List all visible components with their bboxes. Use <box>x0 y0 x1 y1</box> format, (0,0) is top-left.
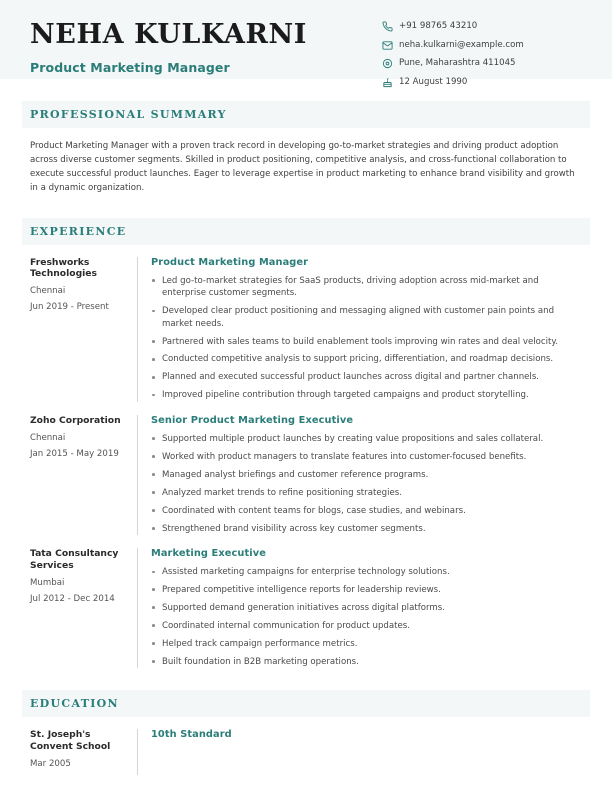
list-item: Supported multiple product launches by creating value propositions and sales collateral. <box>151 433 582 445</box>
education-entry-meta <box>30 729 137 775</box>
responsibility-list <box>151 433 582 535</box>
experience-entry-detail <box>138 548 582 668</box>
role-title: Product Marketing Manager <box>151 256 309 268</box>
list-item: Helped track campaign performance metrics. <box>151 638 582 650</box>
list-item: Planned and executed successful product launches across digital and partner channels. <box>151 371 582 383</box>
contact-phone[interactable] <box>382 21 582 32</box>
section-title-education: EDUCATION <box>30 697 119 711</box>
degree-title: 10th Standard <box>151 729 232 741</box>
section-header-experience <box>22 218 590 245</box>
employer-location: Mumbai <box>30 577 65 588</box>
contact-birthday-text: 12 August 1990 <box>399 76 468 87</box>
section-header-summary <box>22 101 590 128</box>
list-item: Prepared competitive intelligence reports for leadership reviews. <box>151 584 582 596</box>
section-experience <box>0 218 612 669</box>
list-item: Coordinated with content teams for blogs, case studies, and webinars. <box>151 505 582 517</box>
contact-email-text: neha.kulkarni@example.com <box>399 39 524 50</box>
contact-location[interactable] <box>382 58 582 69</box>
role-title: Marketing Executive <box>151 548 266 560</box>
contact-email[interactable] <box>382 40 582 51</box>
email-icon <box>382 40 393 51</box>
location-icon <box>382 58 393 69</box>
list-item: Developed clear product positioning and messaging aligned with customer pain points and market needs. <box>151 305 582 330</box>
school-name: St. Joseph's Convent School <box>30 729 111 753</box>
contact-location-text: Pune, Maharashtra 411045 <box>399 58 516 69</box>
employer-location: Chennai <box>30 286 66 297</box>
employment-dates: Jun 2019 - Present <box>30 302 109 313</box>
list-item: Coordinated internal communication for product updates. <box>151 620 582 632</box>
phone-icon <box>382 21 393 32</box>
experience-entry-detail <box>138 257 582 402</box>
list-item: Improved pipeline contribution through targeted campaigns and product storytelling. <box>151 389 582 401</box>
contact-list <box>382 18 582 88</box>
employer-name: Freshworks Technologies <box>30 256 98 280</box>
birthday-icon <box>382 77 393 88</box>
summary-text: Product Marketing Manager with a proven track record in developing go-to-market strategies and driving product adoption across diverse customer segments. Skilled in product positioning, competitive analysis, and cross-functional collaboration to execute successful product launches. Eager to leverage expertise in product marketing to enhance brand visibility and growth in a dynamic organization. <box>30 141 575 193</box>
list-item: Conducted competitive analysis to support pricing, differentiation, and roadmap decisions. <box>151 353 582 365</box>
experience-entry <box>30 548 582 668</box>
education-entry-detail <box>138 729 582 775</box>
section-title-experience: EXPERIENCE <box>30 224 127 238</box>
experience-entry-detail <box>138 415 582 535</box>
experience-entry <box>30 415 582 535</box>
experience-entry <box>30 257 582 402</box>
contact-birthday[interactable] <box>382 77 582 88</box>
experience-entry-meta <box>30 415 137 535</box>
list-item: Partnered with sales teams to build enablement tools improving win rates and deal velocity. <box>151 336 582 348</box>
header-job-title: Product Marketing Manager <box>30 60 230 76</box>
experience-entry-meta <box>30 548 137 668</box>
list-item: Worked with product managers to translate features into customer-focused benefits. <box>151 451 582 463</box>
summary-body <box>22 128 590 196</box>
employer-name: Tata Consultancy Services <box>30 548 119 571</box>
education-dates: Mar 2005 <box>30 758 71 769</box>
responsibility-list <box>151 275 582 402</box>
section-education <box>0 690 612 775</box>
employer-name: Zoho Corporation <box>30 414 121 426</box>
resume-header <box>0 0 612 87</box>
employer-location: Chennai <box>30 432 66 443</box>
education-entry <box>30 729 582 775</box>
section-header-education <box>22 690 590 717</box>
responsibility-list <box>151 566 582 668</box>
header-identity <box>30 18 307 75</box>
contact-phone-text: +91 98765 43210 <box>399 21 478 32</box>
list-item: Built foundation in B2B marketing operations. <box>151 656 582 668</box>
list-item: Supported demand generation initiatives across digital platforms. <box>151 602 582 614</box>
list-item: Analyzed market trends to refine positioning strategies. <box>151 487 582 499</box>
list-item: Led go-to-market strategies for SaaS products, driving adoption across mid-market and enterprise customer segments. <box>151 275 582 300</box>
list-item: Assisted marketing campaigns for enterprise technology solutions. <box>151 566 582 578</box>
page-title: NEHA KULKARNI <box>30 19 308 50</box>
education-body <box>22 717 590 775</box>
list-item: Managed analyst briefings and customer reference programs. <box>151 469 582 481</box>
employment-dates: Jan 2015 - May 2019 <box>30 448 119 459</box>
section-professional-summary <box>0 101 612 196</box>
role-title: Senior Product Marketing Executive <box>151 414 354 426</box>
experience-entry-meta <box>30 257 137 402</box>
section-title-summary: PROFESSIONAL SUMMARY <box>30 108 227 121</box>
experience-body <box>22 245 590 669</box>
list-item: Strengthened brand visibility across key customer segments. <box>151 523 582 535</box>
employment-dates: Jul 2012 - Dec 2014 <box>30 593 115 604</box>
